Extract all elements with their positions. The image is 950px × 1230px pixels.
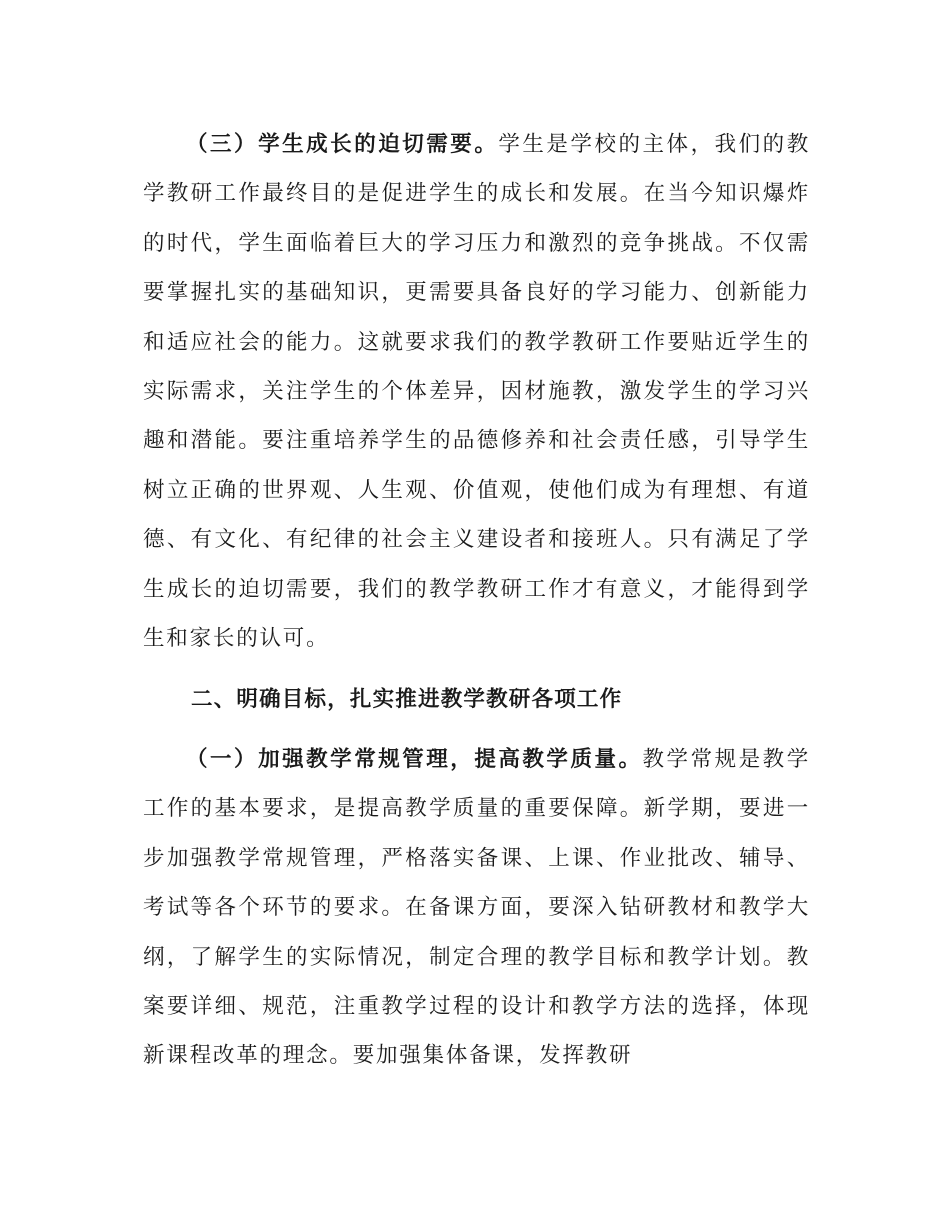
section-heading: 二、明确目标，扎实推进教学教研各项工作	[191, 687, 623, 713]
paragraph-text: 学生是学校的主体，我们的教学教研工作最终目的是促进学生的成长和发展。在当今知识爆炸的时代，学生面临着巨大的学习压力和激烈的竞争挑战。不仅需要掌握扎实的基础知识，更需要具备良好的学习能力、创新能力和适应社会的能力。这就要求我们的教学教研工作要贴近学生的实际需求，关注学生的个体差异，因材施教，激发学生的学习兴趣和潜能。要注重培养学生的品德修养和社会责任感，引导学生树立正确的世界观、人生观、价值观，使他们成为有理想、有道德、有文化、有纪律的社会主义建设者和接班人。只有满足了学生成长的迫切需要，我们的教学教研工作才有意义，才能得到学生和家长的认可。	[143, 132, 810, 652]
paragraph-lead-heading: （三）学生成长的迫切需要。	[186, 132, 499, 157]
document-body	[143, 120, 810, 1081]
paragraph-text: 教学常规是教学工作的基本要求，是提高教学质量的重要保障。新学期，要进一步加强教学常规管理，严格落实备课、上课、作业批改、辅导、考试等各个环节的要求。在备课方面，要深入钻研教材和教学大纲，了解学生的实际情况，制定合理的教学目标和教学计划。教案要详细、规范，注重教学过程的设计和教学方法的选择，体现新课程改革的理念。要加强集体备课，发挥教研	[143, 746, 810, 1069]
spacer	[143, 725, 810, 735]
paragraph-section-2-1	[143, 735, 810, 1081]
spacer	[143, 663, 810, 675]
paragraph-section-3	[143, 120, 810, 663]
paragraph-lead-heading: （一）加强教学常规管理，提高教学质量。	[186, 746, 643, 772]
